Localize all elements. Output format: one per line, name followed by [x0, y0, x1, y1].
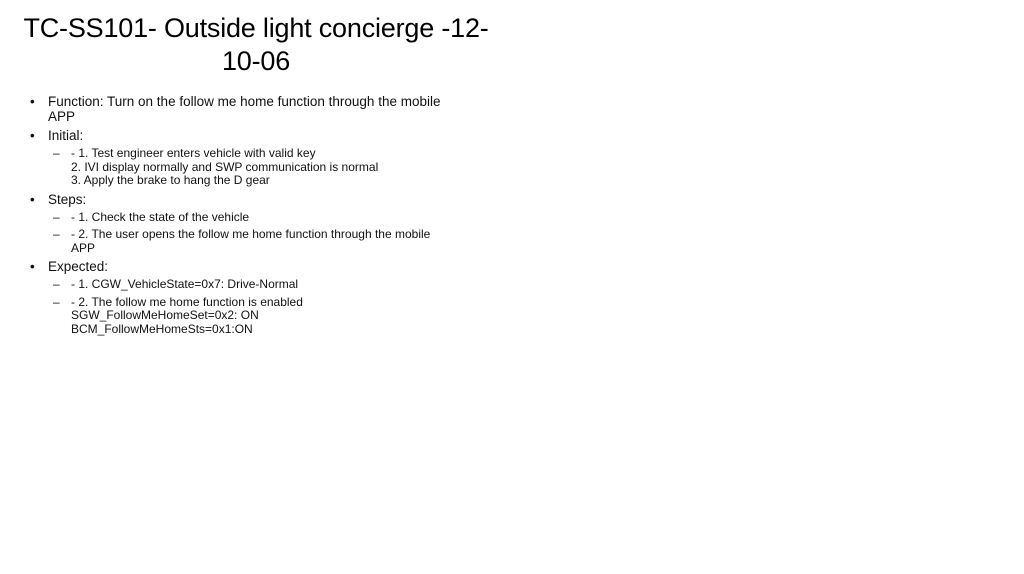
bullet-icon: •: [30, 259, 35, 274]
sub-bullet-steps-1: [28, 211, 488, 225]
sub-bullet-steps-2: [28, 228, 488, 255]
bullet-initial: [28, 128, 488, 143]
sub-bullet-text: - 2. The follow me home function is enabled SGW_FollowMeHomeSet=0x2: ON BCM_FollowMeHomeSts=0x1:ON: [71, 294, 303, 336]
bullet-icon: •: [30, 191, 35, 207]
sub-bullet-text: - 1. Test engineer enters vehicle with valid key 2. IVI display normally and SWP communication is normal 3. Apply the brake to hang the D gear: [71, 146, 379, 187]
sub-bullet-expected-1: [28, 278, 488, 292]
bullet-steps: [28, 192, 488, 207]
slide-title: TC-SS101- Outside light concierge -12- 10-06: [23, 13, 489, 76]
sub-bullet-text: - 2. The user opens the follow me home function through the mobile APP: [71, 227, 431, 255]
dash-icon: –: [53, 277, 60, 291]
sub-bullet-text: - 1. CGW_VehicleState=0x7: Drive-Normal: [71, 277, 299, 291]
bullet-list: [28, 90, 488, 340]
dash-icon: –: [53, 146, 60, 160]
dash-icon: –: [53, 294, 60, 309]
bullet-expected: [28, 259, 488, 274]
bullet-icon: •: [30, 128, 35, 143]
dash-icon: –: [53, 227, 60, 241]
bullet-icon: •: [30, 94, 35, 109]
bullet-text: Initial:: [48, 128, 84, 143]
bullet-text: Steps:: [48, 191, 87, 207]
bullet-function: [28, 94, 488, 124]
dash-icon: –: [53, 209, 60, 224]
bullet-text: Expected:: [48, 259, 109, 274]
sub-bullet-expected-2: [28, 296, 488, 337]
sub-bullet-text: - 1. Check the state of the vehicle: [71, 209, 250, 224]
sub-bullet-initial-1: [28, 147, 488, 188]
bullet-text: Function: Turn on the follow me home function through the mobile APP: [48, 94, 441, 124]
